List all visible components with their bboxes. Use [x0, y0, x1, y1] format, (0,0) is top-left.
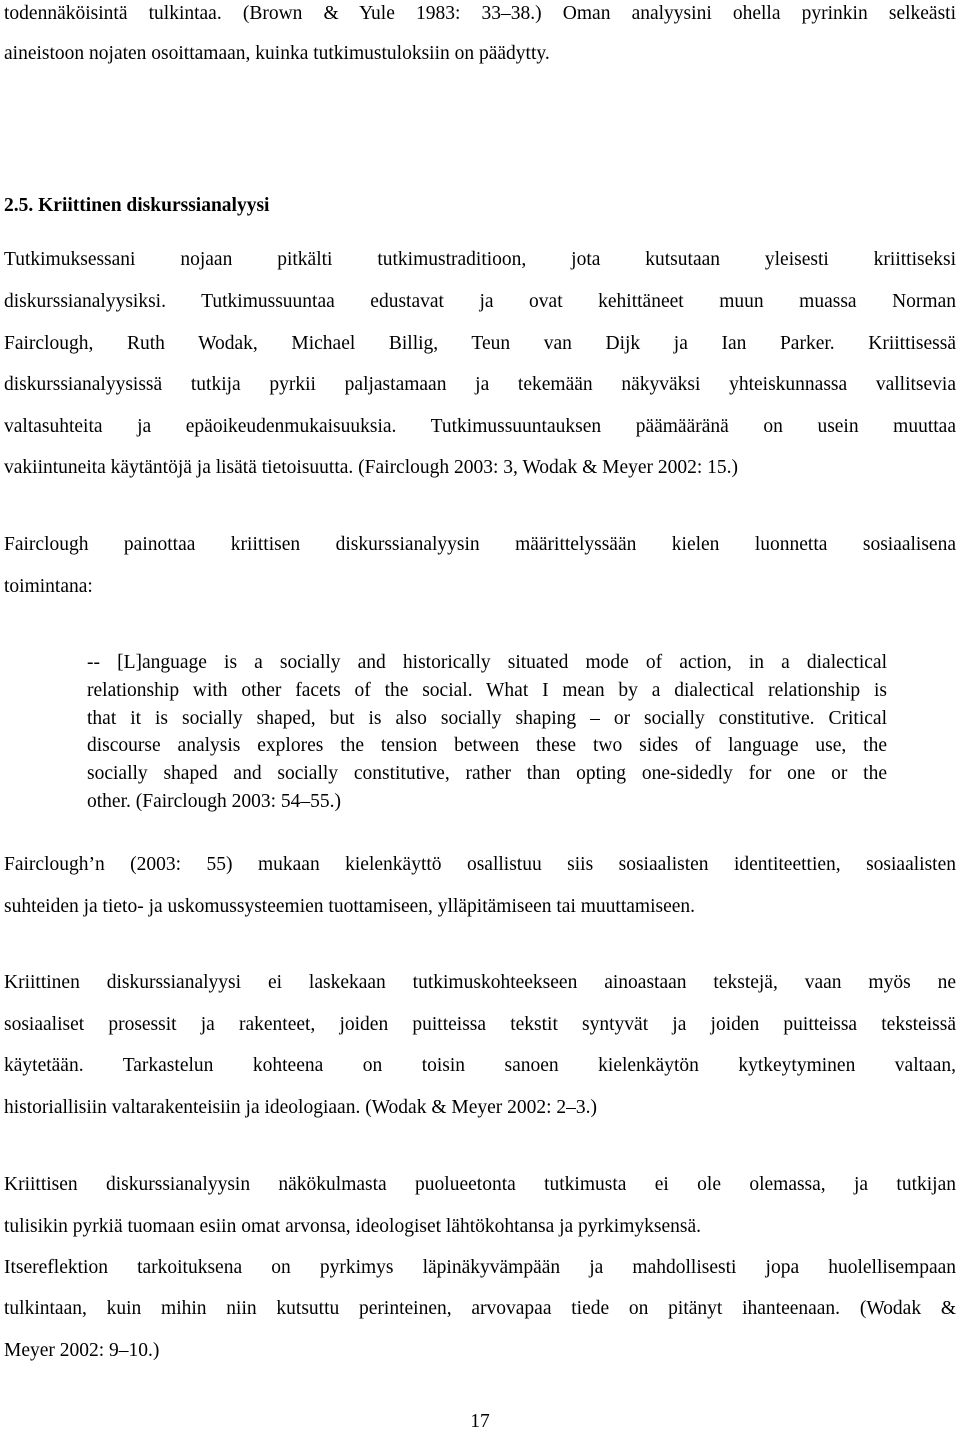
section-heading: 2.5. Kriittinen diskurssianalyysi [4, 195, 270, 216]
paragraph-line: sosiaaliset prosessit ja rakenteet, joiden puitteissa tekstit syntyvät ja joiden puitteissa teksteissä [4, 1014, 956, 1035]
paragraph-line: tulisikin pyrkiä tuomaan esiin omat arvonsa, ideologiset lähtökohtansa ja pyrkimyksensä. [4, 1216, 701, 1237]
paragraph-line: diskurssianalyysissä tutkija pyrkii paljastamaan ja tekemään näkyväksi yhteiskunnassa vallitsevia [4, 374, 956, 395]
quote-line: that it is socially shaped, but is also socially shaping – or socially constitutive. Critical [87, 708, 887, 729]
intro-line: todennäköisintä tulkintaa. (Brown & Yule 1983: 33–38.) Oman analyysini ohella pyrinkin selkeästi [4, 3, 956, 24]
quote-line: relationship with other facets of the social. What I mean by a dialectical relationship is [87, 680, 887, 701]
paragraph-line: Fairclough painottaa kriittisen diskurssianalyysin määrittelyssään kielen luonnetta sosiaalisena [4, 534, 956, 555]
paragraph-line: tulkintaan, kuin mihin niin kutsuttu perinteinen, arvovapaa tiede on pitänyt ihanteenaan. (Wodak & [4, 1298, 956, 1319]
paragraph-line: toimintana: [4, 576, 93, 597]
quote-line: other. (Fairclough 2003: 54–55.) [87, 791, 342, 812]
page-number: 17 [470, 1411, 490, 1432]
paragraph-line: Fairclough, Ruth Wodak, Michael Billig, Teun van Dijk ja Ian Parker. Kriittisessä [4, 333, 956, 354]
paragraph-line: Meyer 2002: 9–10.) [4, 1340, 160, 1361]
paragraph-line: valtasuhteita ja epäoikeudenmukaisuuksia. Tutkimussuuntauksen päämääränä on usein muuttaa [4, 416, 956, 437]
paragraph-line: Kriittisen diskurssianalyysin näkökulmasta puolueetonta tutkimusta ei ole olemassa, ja tutkijan [4, 1174, 956, 1195]
paragraph-line: historiallisiin valtarakenteisiin ja ideologiaan. (Wodak & Meyer 2002: 2–3.) [4, 1097, 598, 1118]
intro-line: aineistoon nojaten osoittamaan, kuinka tutkimustuloksiin on päädytty. [4, 43, 550, 64]
paragraph-line: Itsereflektion tarkoituksena on pyrkimys läpinäkyvämpään ja mahdollisesti jopa huolellisempaan [4, 1257, 956, 1278]
quote-line: -- [L]anguage is a socially and historically situated mode of action, in a dialectical [87, 652, 887, 673]
paragraph-line: Fairclough’n (2003: 55) mukaan kielenkäyttö osallistuu siis sosiaalisten identiteettien, sosiaalisten [4, 854, 956, 875]
paragraph-line: suhteiden ja tieto- ja uskomussysteemien tuottamiseen, ylläpitämiseen tai muuttamiseen. [4, 896, 696, 917]
paragraph-line: vakiintuneita käytäntöjä ja lisätä tietoisuutta. (Fairclough 2003: 3, Wodak & Meyer 2002: 15.) [4, 457, 739, 478]
paragraph-line: Kriittinen diskurssianalyysi ei laskekaan tutkimuskohteekseen ainoastaan tekstejä, vaan myös ne [4, 972, 956, 993]
paragraph-line: diskurssianalyysiksi. Tutkimussuuntaa edustavat ja ovat kehittäneet muun muassa Norman [4, 291, 956, 312]
quote-line: socially shaped and socially constitutive, rather than opting one-sidedly for one or the [87, 763, 887, 784]
quote-line: discourse analysis explores the tension between these two sides of language use, the [87, 735, 887, 756]
paragraph-line: Tutkimuksessani nojaan pitkälti tutkimustraditioon, jota kutsutaan yleisesti kriittiseksi [4, 249, 956, 270]
paragraph-line: käytetään. Tarkastelun kohteena on toisin sanoen kielenkäytön kytkeytyminen valtaan, [4, 1055, 956, 1076]
